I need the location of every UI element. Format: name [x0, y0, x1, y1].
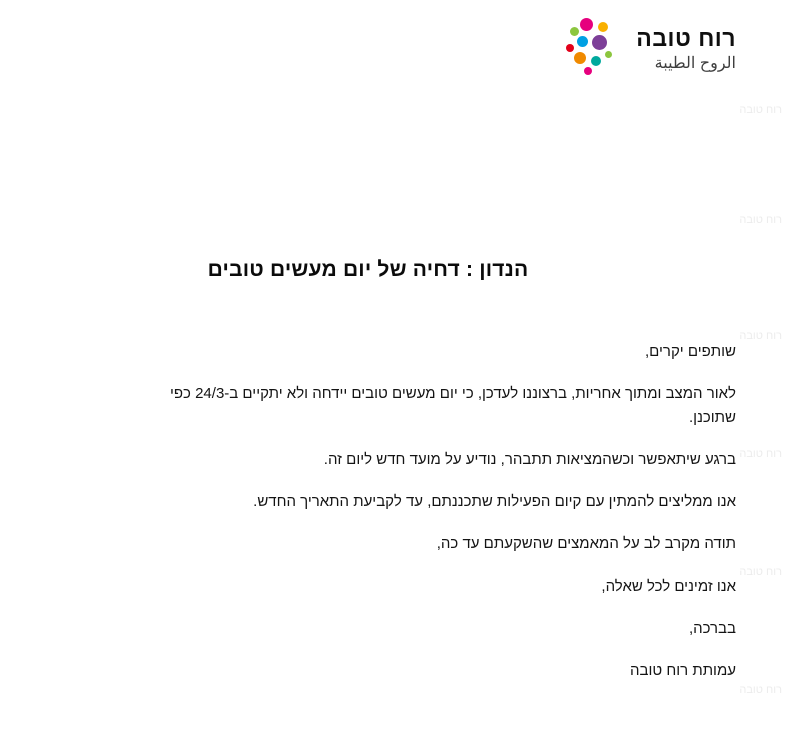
watermark-text: רוח טובה	[739, 214, 782, 226]
document-body	[136, 340, 736, 701]
watermark-text: רוח טובה	[739, 684, 782, 696]
watermark-text: רוח טובה	[739, 448, 782, 460]
brand-text	[636, 25, 736, 73]
paragraph-postponement-notice: לאור המצב ומתוך אחריות, ברצוננו לעדכן, כי יום מעשים טובים יידחה ולא יתקיים ב-24/3 כפי שתוכנן.	[170, 385, 736, 426]
brand-name-arabic: الروح الطيبة	[654, 54, 736, 72]
watermark-text: רוח טובה	[739, 566, 782, 578]
letterhead	[560, 18, 736, 80]
paragraph-availability: אנו זמינים לכל שאלה,	[601, 577, 736, 595]
ruach-tova-dots-logo-icon	[560, 18, 622, 80]
paragraph-recommendation: אנו ממליצים להמתין עם קיום הפעילות שתכננתם, עד לקביעת התאריך החדש.	[253, 493, 736, 510]
paragraph-thanks: תודה מקרב לב על המאמצים שהשקעתם עד כה,	[436, 535, 736, 553]
watermark-text: רוח טובה	[739, 330, 782, 342]
brand-name-hebrew: רוח טובה	[636, 25, 736, 52]
paragraph-greeting: שותפים יקרים,	[645, 343, 736, 360]
paragraph-new-date-update: ברגע שיתאפשר וכשהמציאות תתבהר, נודיע על מועד חדש ליום זה.	[323, 450, 736, 468]
document-title: הנדון : דחיה של יום מעשים טובים	[207, 258, 529, 281]
paragraph-closing: בברכה,	[688, 619, 736, 637]
watermark-text: רוח טובה	[739, 104, 782, 116]
paragraph-signature: עמותת רוח טובה	[630, 662, 736, 679]
